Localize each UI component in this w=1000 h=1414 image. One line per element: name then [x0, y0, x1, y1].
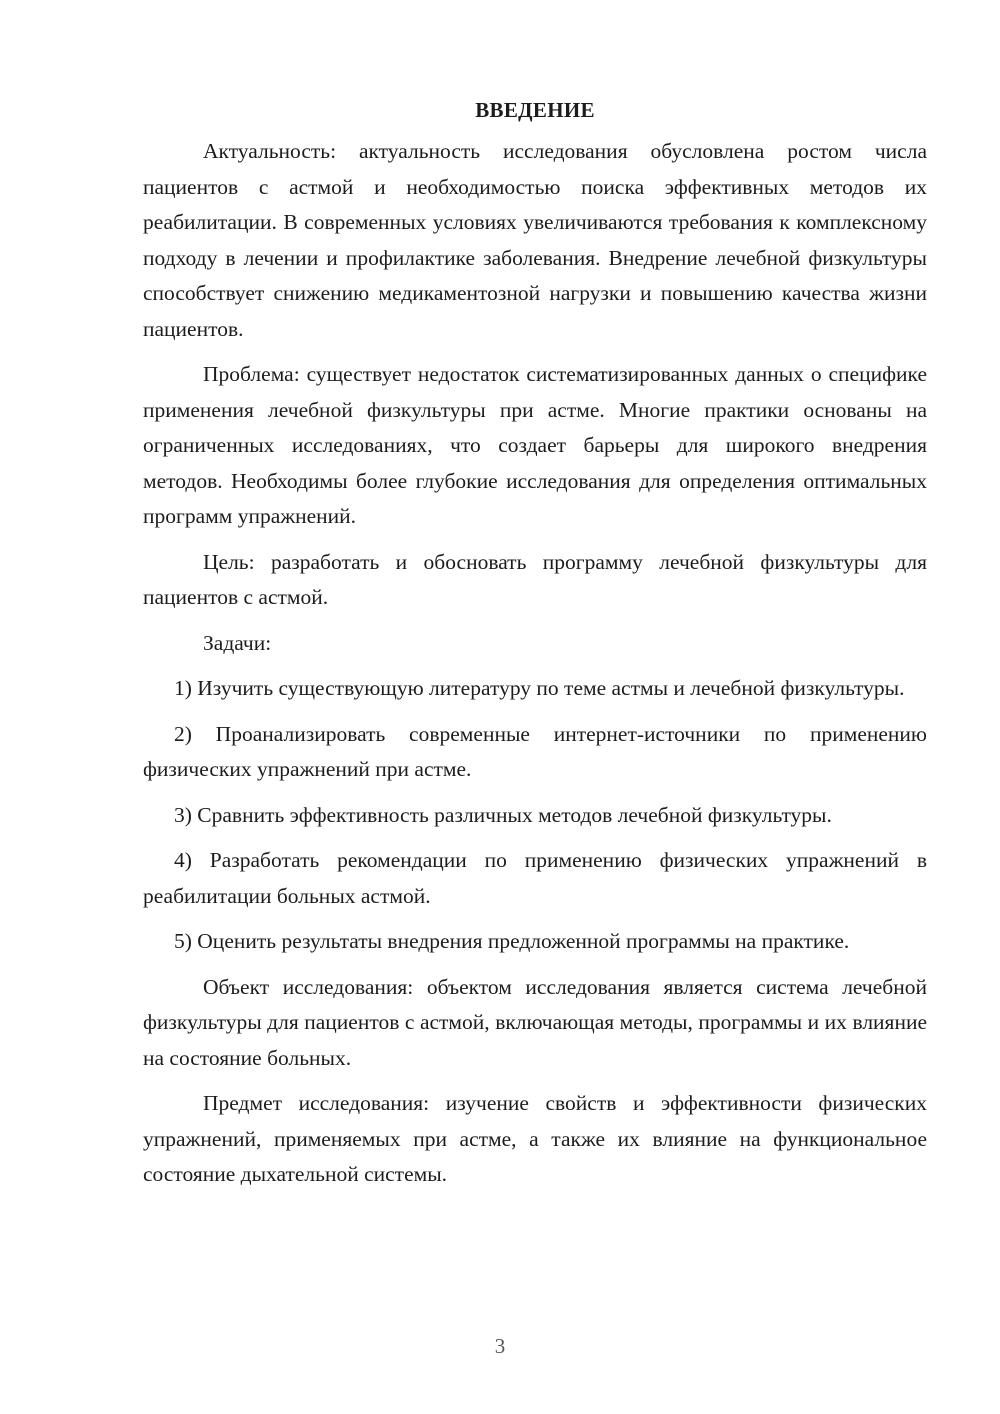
tasks-list: [143, 671, 927, 960]
task-item: 1) Изучить существующую литературу по теме астмы и лечебной физкультуры.: [174, 676, 905, 700]
goal-paragraph: Цель: разработать и обосновать программу лечебной физкультуры для пациентов с астмой.: [143, 549, 927, 609]
task-item: 2) Проанализировать современные интернет-источники по применению физических упражнений при астме.: [143, 721, 927, 781]
relevance-paragraph: Актуальность: актуальность исследования обусловлена ростом числа пациентов с астмой и необходимостью поиска эффективных методов их реабилитации. В современных условиях увеличиваются требования к комплексному подходу в лечении и профилактике заболевания. Внедрение лечебной физкультуры способствует снижению медикаментозной нагрузки и повышению качества жизни пациентов.: [143, 139, 927, 341]
task-item: 3) Сравнить эффективность различных методов лечебной физкультуры.: [174, 802, 832, 827]
problem-paragraph: Проблема: существует недостаток систематизированных данных о специфике применения лечебной физкультуры при астме. Многие практики основаны на ограниченных исследованиях, что создает барьеры для широкого внедрения методов. Необходимы более глубокие исследования для определения оптимальных программ упражнений.: [143, 362, 927, 528]
subject-paragraph: Предмет исследования: изучение свойств и эффективности физических упражнений, применяемых при астме, а также их влияние на функциональное состояние дыхательной системы.: [143, 1091, 927, 1186]
task-item: 4) Разработать рекомендации по применению физических упражнений в реабилитации больных астмой.: [143, 848, 927, 908]
document-page: [143, 96, 927, 1193]
page-number: 3: [494, 1334, 506, 1358]
object-paragraph: Объект исследования: объектом исследования является система лечебной физкультуры для пациентов с астмой, включающая методы, программы и их влияние на состояние больных.: [143, 974, 927, 1070]
tasks-heading: Задачи:: [203, 630, 272, 655]
section-title: ВВЕДЕНИЕ: [475, 98, 595, 122]
task-item: 5) Оценить результаты внедрения предложенной программы на практике.: [174, 929, 850, 953]
